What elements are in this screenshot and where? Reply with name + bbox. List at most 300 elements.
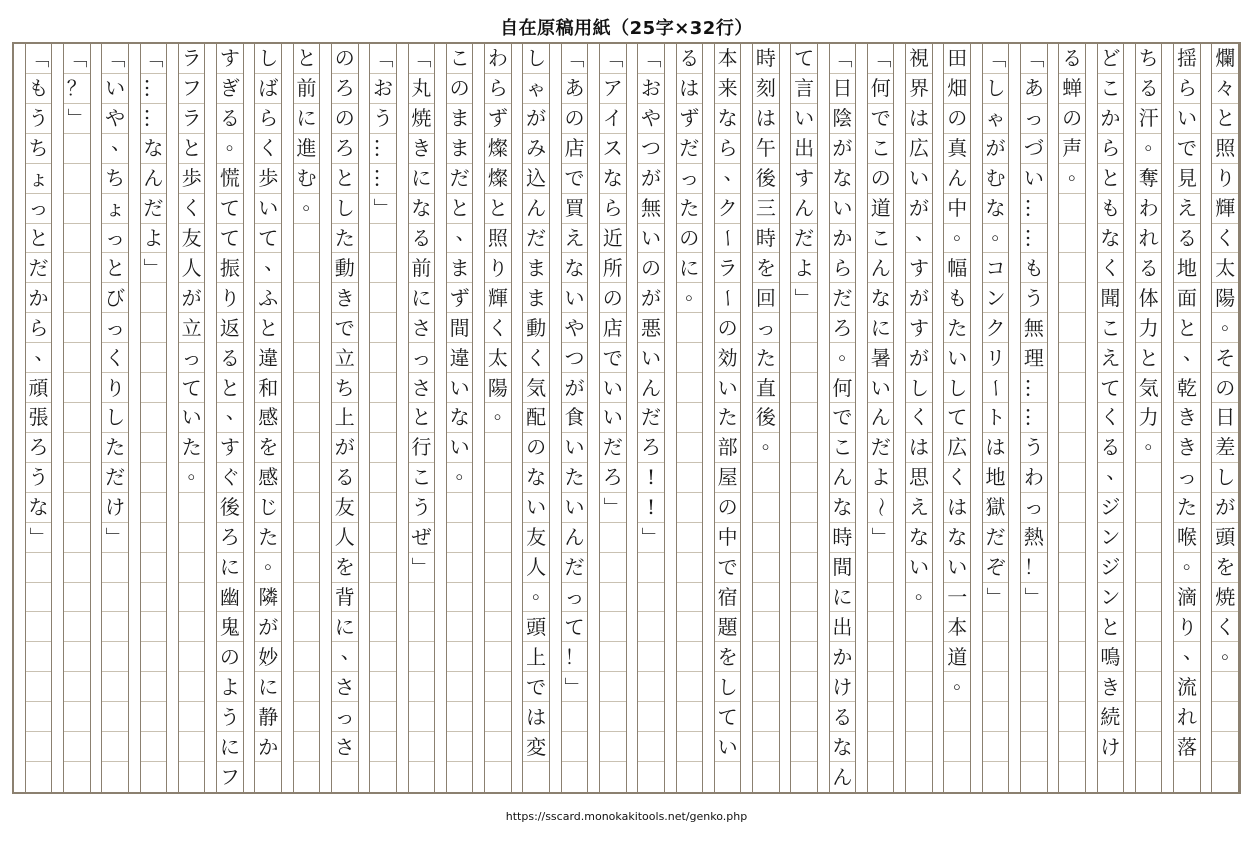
manuscript-cell: い [944, 343, 970, 373]
manuscript-cell: お [370, 74, 396, 104]
manuscript-cell: た [1174, 493, 1200, 523]
manuscript-cell: … [370, 134, 396, 164]
manuscript-cell: っ [179, 343, 205, 373]
manuscript-column [637, 44, 665, 792]
manuscript-cell: 進 [294, 134, 320, 164]
manuscript-cell [868, 583, 894, 613]
manuscript-cell [409, 642, 435, 672]
manuscript-cell: ぜ [409, 523, 435, 553]
manuscript-cell [370, 403, 396, 433]
manuscript-cell: に [409, 283, 435, 313]
manuscript-column [829, 44, 857, 792]
manuscript-cell: て [217, 224, 243, 254]
manuscript-cell: を [255, 433, 281, 463]
manuscript-cell: ば [255, 74, 281, 104]
manuscript-cell: ら [485, 74, 511, 104]
manuscript-cell [906, 672, 932, 702]
manuscript-cell: さ [409, 313, 435, 343]
manuscript-cell: 乾 [1174, 373, 1200, 403]
manuscript-cell: は [944, 493, 970, 523]
manuscript-cell: よ [868, 463, 894, 493]
manuscript-cell [141, 672, 167, 702]
manuscript-cell [600, 672, 626, 702]
manuscript-cell [638, 583, 664, 613]
manuscript-cell: 本 [715, 44, 741, 74]
manuscript-cell: も [26, 74, 52, 104]
manuscript-cell: 」 [409, 553, 435, 583]
manuscript-cell: 太 [1212, 253, 1238, 283]
manuscript-cell: 「 [983, 44, 1009, 74]
manuscript-cell: 理 [1021, 343, 1047, 373]
manuscript-cell [983, 762, 1009, 792]
manuscript-cell: 来 [715, 74, 741, 104]
manuscript-cell: て [562, 612, 588, 642]
manuscript-cell [485, 762, 511, 792]
manuscript-cell: や [638, 104, 664, 134]
manuscript-cell: い [562, 493, 588, 523]
manuscript-cell: え [1098, 343, 1124, 373]
manuscript-cell: で [715, 553, 741, 583]
manuscript-cell [562, 762, 588, 792]
manuscript-cell [1136, 463, 1162, 493]
manuscript-cell [64, 194, 90, 224]
manuscript-column [1135, 44, 1163, 792]
manuscript-cell: 幽 [217, 583, 243, 613]
manuscript-cell: 。 [1059, 164, 1085, 194]
manuscript-cell: っ [409, 343, 435, 373]
manuscript-cell [753, 463, 779, 493]
manuscript-cell [255, 762, 281, 792]
manuscript-cell [600, 612, 626, 642]
manuscript-cell: く [179, 194, 205, 224]
manuscript-cell: な [830, 732, 856, 762]
manuscript-cell: だ [830, 283, 856, 313]
manuscript-cell: が [906, 194, 932, 224]
manuscript-cell: わ [485, 44, 511, 74]
manuscript-cell [677, 403, 703, 433]
manuscript-cell [868, 702, 894, 732]
manuscript-cell: る [1098, 433, 1124, 463]
manuscript-cell: ち [1136, 44, 1162, 74]
manuscript-cell [677, 702, 703, 732]
manuscript-cell [600, 732, 626, 762]
manuscript-cell [906, 642, 932, 672]
manuscript-cell [638, 702, 664, 732]
manuscript-cell [64, 642, 90, 672]
manuscript-cell: 広 [944, 433, 970, 463]
manuscript-cell: ラ [179, 104, 205, 134]
manuscript-cell: 食 [562, 403, 588, 433]
manuscript-cell: だ [523, 224, 549, 254]
manuscript-cell: ろ [600, 463, 626, 493]
manuscript-cell [677, 612, 703, 642]
manuscript-cell: の [868, 164, 894, 194]
manuscript-cell: 立 [179, 313, 205, 343]
manuscript-cell: 後 [753, 164, 779, 194]
manuscript-cell: … [370, 164, 396, 194]
manuscript-cell: い [638, 343, 664, 373]
manuscript-cell: っ [102, 224, 128, 254]
manuscript-column [714, 44, 742, 792]
manuscript-cell [715, 762, 741, 792]
manuscript-cell: し [332, 194, 358, 224]
manuscript-cell: 真 [944, 134, 970, 164]
manuscript-cell [370, 493, 396, 523]
manuscript-cell: 。 [906, 583, 932, 613]
manuscript-cell: に [217, 732, 243, 762]
manuscript-cell [523, 762, 549, 792]
manuscript-cell [102, 612, 128, 642]
manuscript-cell: う [1021, 433, 1047, 463]
manuscript-cell [141, 493, 167, 523]
manuscript-cell [1136, 702, 1162, 732]
manuscript-cell [294, 403, 320, 433]
manuscript-cell [141, 612, 167, 642]
manuscript-cell [1059, 672, 1085, 702]
manuscript-cell: 静 [255, 702, 281, 732]
manuscript-cell: し [1212, 463, 1238, 493]
manuscript-cell: ん [638, 373, 664, 403]
manuscript-cell: 奪 [1136, 164, 1162, 194]
manuscript-cell: の [217, 642, 243, 672]
manuscript-cell: い [1174, 104, 1200, 134]
manuscript-cell: 「 [370, 44, 396, 74]
manuscript-cell: ぎ [217, 74, 243, 104]
manuscript-cell [64, 433, 90, 463]
manuscript-cell [370, 642, 396, 672]
manuscript-cell: っ [26, 194, 52, 224]
manuscript-cell [677, 313, 703, 343]
manuscript-cell: 道 [944, 642, 970, 672]
manuscript-cell [983, 672, 1009, 702]
manuscript-cell: ろ [332, 74, 358, 104]
manuscript-cell: 、 [102, 134, 128, 164]
manuscript-cell: ー [983, 373, 1009, 403]
manuscript-cell [791, 553, 817, 583]
manuscript-cell: る [217, 343, 243, 373]
manuscript-cell [1059, 433, 1085, 463]
manuscript-cell [294, 762, 320, 792]
manuscript-cell: あ [1021, 74, 1047, 104]
manuscript-cell: あ [562, 74, 588, 104]
manuscript-cell: 無 [638, 194, 664, 224]
manuscript-cell: と [1212, 104, 1238, 134]
manuscript-cell: に [677, 253, 703, 283]
manuscript-cell: 滴 [1174, 583, 1200, 613]
manuscript-cell: ど [1098, 44, 1124, 74]
manuscript-cell: フ [219, 765, 240, 790]
manuscript-cell: の [523, 433, 549, 463]
manuscript-cell: な [868, 283, 894, 313]
manuscript-cell [179, 642, 205, 672]
manuscript-cell: と [485, 194, 511, 224]
manuscript-cell [944, 732, 970, 762]
manuscript-cell: 頑 [26, 373, 52, 403]
manuscript-cell: で [600, 343, 626, 373]
manuscript-cell [638, 553, 664, 583]
manuscript-cell: け [830, 672, 856, 702]
manuscript-cell: 感 [255, 463, 281, 493]
manuscript-cell: 時 [753, 44, 779, 74]
manuscript-cell: … [1021, 224, 1047, 254]
manuscript-cell [677, 433, 703, 463]
manuscript-cell [791, 612, 817, 642]
manuscript-cell: 人 [523, 553, 549, 583]
manuscript-column [446, 44, 474, 792]
manuscript-cell [1059, 403, 1085, 433]
manuscript-cell: な [906, 523, 932, 553]
manuscript-cell: ら [1174, 74, 1200, 104]
manuscript-cell: は [677, 74, 703, 104]
manuscript-cell [753, 493, 779, 523]
manuscript-cell: む [294, 164, 320, 194]
manuscript-cell [1021, 612, 1047, 642]
manuscript-column [331, 44, 359, 792]
manuscript-column [1058, 44, 1089, 792]
manuscript-cell: い [638, 224, 664, 254]
manuscript-cell: な [447, 403, 473, 433]
manuscript-cell [868, 672, 894, 702]
manuscript-cell [409, 672, 435, 702]
manuscript-cell: 張 [26, 403, 52, 433]
footer-url: https://sscard.monokakitools.net/genko.php [505, 810, 748, 823]
manuscript-cell: て [255, 224, 281, 254]
manuscript-cell: り [1174, 612, 1200, 642]
manuscript-cell: ょ [102, 194, 128, 224]
manuscript-cell: 〜 [868, 493, 894, 523]
manuscript-cell [447, 523, 473, 553]
manuscript-cell: 、 [217, 403, 243, 433]
manuscript-cell [447, 583, 473, 613]
manuscript-cell: な [830, 164, 856, 194]
manuscript-cell [179, 672, 205, 702]
manuscript-cell: い [715, 732, 741, 762]
manuscript-cell: だ [102, 463, 128, 493]
manuscript-cell [294, 493, 320, 523]
manuscript-cell: ！ [1021, 553, 1047, 583]
manuscript-cell [294, 523, 320, 553]
manuscript-cell [638, 612, 664, 642]
manuscript-cell: 「 [141, 44, 167, 74]
manuscript-cell: ら [600, 194, 626, 224]
manuscript-cell: え [906, 493, 932, 523]
manuscript-cell: た [753, 343, 779, 373]
manuscript-column [178, 44, 206, 792]
manuscript-cell: 」 [638, 523, 664, 553]
manuscript-cell: 近 [600, 224, 626, 254]
manuscript-cell [1021, 642, 1047, 672]
manuscript-cell: ク [715, 194, 741, 224]
manuscript-cell [1212, 732, 1238, 762]
manuscript-cell: で [868, 104, 894, 134]
manuscript-cell: っ [332, 702, 358, 732]
manuscript-cell [1136, 732, 1162, 762]
manuscript-cell: 聞 [1098, 283, 1124, 313]
manuscript-cell [791, 762, 817, 792]
manuscript-cell [102, 583, 128, 613]
manuscript-cell: と [1098, 612, 1124, 642]
manuscript-cell: ト [983, 403, 1009, 433]
manuscript-cell: ま [447, 104, 473, 134]
manuscript-cell: 行 [409, 433, 435, 463]
manuscript-cell: 上 [332, 403, 358, 433]
manuscript-cell: な [523, 463, 549, 493]
manuscript-cell: も [944, 283, 970, 313]
manuscript-cell [1059, 762, 1085, 792]
manuscript-cell: 丸 [409, 74, 435, 104]
manuscript-cell: ア [600, 74, 626, 104]
manuscript-cell: ま [447, 134, 473, 164]
manuscript-cell [1059, 493, 1085, 523]
manuscript-cell: 部 [715, 433, 741, 463]
manuscript-cell [447, 493, 473, 523]
manuscript-cell: 獄 [983, 493, 1009, 523]
manuscript-cell: の [715, 493, 741, 523]
manuscript-cell [791, 583, 817, 613]
manuscript-cell: は [906, 104, 932, 134]
manuscript-cell [485, 672, 511, 702]
manuscript-column [1173, 44, 1201, 792]
manuscript-cell [102, 672, 128, 702]
manuscript-cell: 。 [217, 134, 243, 164]
manuscript-cell: 本 [944, 612, 970, 642]
manuscript-cell: み [523, 134, 549, 164]
manuscript-cell: 、 [715, 164, 741, 194]
manuscript-cell: ゃ [983, 104, 1009, 134]
manuscript-cell: ス [600, 134, 626, 164]
manuscript-cell: 宿 [715, 583, 741, 613]
manuscript-cell: づ [1021, 134, 1047, 164]
manuscript-cell [944, 702, 970, 732]
manuscript-cell: 店 [562, 134, 588, 164]
manuscript-cell [64, 283, 90, 313]
manuscript-cell: く [102, 343, 128, 373]
manuscript-cell: っ [677, 164, 703, 194]
manuscript-cell: 差 [1212, 433, 1238, 463]
manuscript-cell: 気 [523, 373, 549, 403]
manuscript-cell: で [562, 164, 588, 194]
manuscript-cell [141, 553, 167, 583]
manuscript-cell: 地 [1174, 253, 1200, 283]
manuscript-column [140, 44, 168, 792]
manuscript-cell: 違 [255, 343, 281, 373]
manuscript-cell: 鬼 [217, 612, 243, 642]
manuscript-cell: る [677, 44, 703, 74]
manuscript-cell: と [102, 253, 128, 283]
manuscript-cell: だ [141, 194, 167, 224]
manuscript-cell: 。 [944, 224, 970, 254]
manuscript-cell [179, 612, 205, 642]
manuscript-cell: と [409, 403, 435, 433]
manuscript-cell [1021, 732, 1047, 762]
manuscript-cell: が [906, 283, 932, 313]
manuscript-cell: 爛 [1212, 44, 1238, 74]
manuscript-column [790, 44, 818, 792]
manuscript-cell: 隣 [255, 583, 281, 613]
manuscript-cell [332, 762, 358, 792]
manuscript-cell [26, 642, 52, 672]
manuscript-cell: た [332, 224, 358, 254]
manuscript-cell: は [753, 104, 779, 134]
manuscript-cell: … [141, 104, 167, 134]
manuscript-cell: も [1098, 194, 1124, 224]
manuscript-cell: さ [332, 732, 358, 762]
manuscript-cell: 地 [983, 463, 1009, 493]
manuscript-cell [753, 583, 779, 613]
manuscript-cell: ぐ [217, 463, 243, 493]
manuscript-cell [294, 253, 320, 283]
manuscript-cell: 力 [1136, 403, 1162, 433]
manuscript-cell [26, 762, 52, 792]
manuscript-cell: 刻 [753, 74, 779, 104]
manuscript-cell [141, 313, 167, 343]
manuscript-cell [1059, 253, 1085, 283]
manuscript-cell: い [906, 164, 932, 194]
manuscript-cell: だ [447, 164, 473, 194]
manuscript-cell: な [409, 194, 435, 224]
manuscript-cell: し [944, 373, 970, 403]
manuscript-cell: 上 [523, 642, 549, 672]
manuscript-cell [600, 762, 626, 792]
manuscript-column [1211, 44, 1242, 792]
manuscript-cell [370, 553, 396, 583]
manuscript-cell: ン [1098, 523, 1124, 553]
manuscript-cell: じ [255, 493, 281, 523]
manuscript-cell: ょ [26, 164, 52, 194]
manuscript-cell [677, 672, 703, 702]
manuscript-cell: は [983, 433, 1009, 463]
manuscript-cell [485, 493, 511, 523]
manuscript-cell: 友 [523, 523, 549, 553]
manuscript-cell: け [102, 493, 128, 523]
manuscript-cell: 広 [906, 134, 932, 164]
manuscript-cell: き [332, 283, 358, 313]
manuscript-cell [370, 253, 396, 283]
manuscript-cell: 日 [1212, 403, 1238, 433]
manuscript-cell: な [141, 134, 167, 164]
manuscript-cell [1136, 553, 1162, 583]
manuscript-cell: す [906, 253, 932, 283]
manuscript-cell [600, 523, 626, 553]
manuscript-cell: 。 [447, 463, 473, 493]
manuscript-cell [64, 672, 90, 702]
manuscript-cell: こ [868, 134, 894, 164]
manuscript-cell: だ [868, 433, 894, 463]
manuscript-cell: た [562, 463, 588, 493]
manuscript-cell [141, 373, 167, 403]
manuscript-cell: な [983, 194, 1009, 224]
manuscript-cell [294, 732, 320, 762]
manuscript-cell [1059, 463, 1085, 493]
manuscript-cell [600, 642, 626, 672]
manuscript-cell: ず [485, 104, 511, 134]
manuscript-cell [370, 762, 396, 792]
manuscript-cell: だ [677, 134, 703, 164]
manuscript-cell [64, 493, 90, 523]
manuscript-cell [294, 224, 320, 254]
manuscript-cell: 出 [791, 134, 817, 164]
manuscript-cell: 蝉 [1059, 74, 1085, 104]
manuscript-cell [868, 762, 894, 792]
manuscript-cell: ん [868, 403, 894, 433]
manuscript-cell: 歩 [179, 164, 205, 194]
manuscript-cell: が [179, 283, 205, 313]
manuscript-cell: 。 [1136, 433, 1162, 463]
manuscript-cell: 後 [753, 403, 779, 433]
manuscript-cell: 」 [868, 523, 894, 553]
manuscript-cell: い [600, 373, 626, 403]
manuscript-cell: で [1174, 134, 1200, 164]
